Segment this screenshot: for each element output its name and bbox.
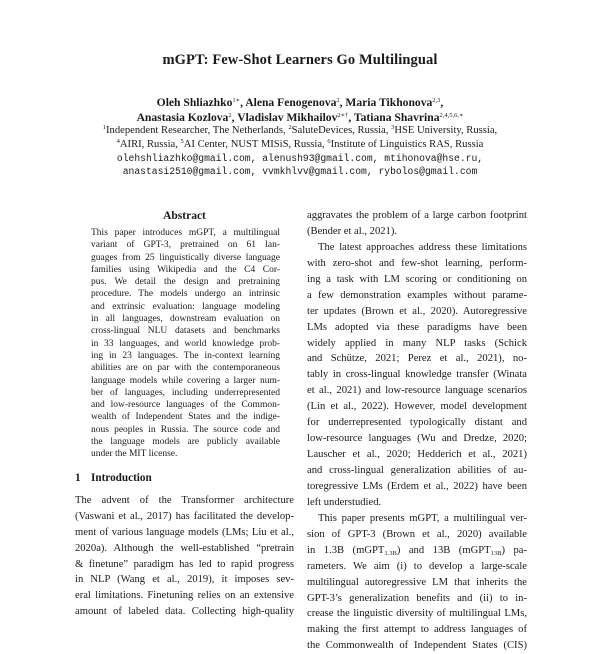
section-heading-introduction: [75, 472, 152, 484]
text-line: amount of labeled data. Collecting high-quality: [75, 606, 294, 618]
affiliation-line-2: [0, 139, 600, 150]
model-size-subscript: 13B: [490, 549, 502, 557]
text-line: (Bender et al., 2021).: [307, 225, 398, 237]
text-line: and cross-lingual generalization abilities of au-: [307, 465, 527, 476]
text-fragment: ) pa-: [501, 544, 527, 556]
affil-marker: 2: [288, 124, 292, 131]
paragraph: [307, 240, 527, 511]
text-line: left understudied.: [307, 496, 382, 508]
paper-title: mGPT: Few-Shot Learners Go Multilingual: [162, 52, 438, 68]
affiliation-line-1: [0, 125, 600, 136]
introduction-body: [75, 493, 294, 620]
text-line: guages from 25 linguistically diverse language: [91, 252, 280, 263]
text-line: multilingual autoregressive LM that inherits the: [307, 576, 527, 588]
text-line: [307, 543, 527, 559]
text-line: language models while covering a larger num-: [91, 375, 280, 386]
text-fragment: ) and 13B (mGPT: [396, 544, 491, 556]
affil-marker: 1: [102, 124, 107, 131]
author-marker: 2,3: [432, 97, 441, 104]
author-marker: 2,4,5,6,∗: [439, 112, 464, 119]
text-line: low-resource languages (Wu and Dredze, 2020;: [307, 433, 527, 445]
paragraph: [307, 208, 527, 240]
text-line: The advent of the Transformer architecture: [75, 495, 294, 506]
abstract-heading: Abstract: [163, 210, 206, 222]
email-line-1: olehshliazhko@gmail.com, alenush93@gmail.com, mtihonova@hse.ru,: [116, 153, 484, 164]
text-line: a few demonstration examples without parame-: [307, 289, 527, 301]
text-line: the Commonwealth of Independent States (CIS): [307, 640, 527, 652]
author-marker: 2∗†: [337, 112, 349, 119]
text-line: This paper introduces mGPT, a multilingual: [91, 228, 280, 238]
affil-marker: 3: [391, 124, 395, 131]
author-name: Anastasia Kozlova: [136, 111, 229, 124]
affil-text: AI Center, NUST MISiS, Russia,: [183, 139, 328, 150]
text-line: wealth of Independent States and the indige-: [91, 412, 280, 423]
text-line: toregressive LMs (Erdem et al., 2022) have been: [307, 480, 527, 492]
text-line: LMs adopted via these paradigms have been: [307, 321, 527, 333]
text-line: rameters. We aim (i) to develop a large-scale: [307, 560, 527, 572]
author-name: Oleh Shliazhko: [156, 96, 233, 109]
text-line: Lauscher et al., 2020; Hedderich et al., 2021): [307, 449, 527, 461]
text-line: making the first attempt to address languages of: [307, 624, 527, 636]
affil-marker: 4: [116, 138, 120, 145]
text-line: in all languages, downstream evaluation on: [91, 314, 280, 325]
paragraph: [307, 511, 527, 654]
text-line: nous peoples in Russia. The source code and: [91, 424, 280, 435]
email-line-2: anastasi2510@gmail.com, vvmkhlvv@gmail.com, rybolos@gmail.com: [122, 166, 478, 177]
author-name: Alena Fenogenova: [245, 96, 337, 109]
author-line-1: Oleh Shliazhko$^{1∗}$, Alena Fenogenova$^2$, Maria Tikhonova$^{2,3}$,: [156, 96, 444, 109]
text-line: pus. We detail the design and pretraining: [91, 277, 280, 288]
text-fragment: in 1.3B (mGPT: [307, 544, 385, 556]
section-number: 1: [75, 472, 81, 484]
text-line: This paper presents mGPT, a multilingual ver-: [318, 512, 527, 524]
text-line: for underrepresented typologically distant and: [307, 417, 527, 429]
text-line: variant of GPT-3, pretrained on 61 lan-: [91, 240, 280, 251]
affil-marker: 6: [327, 138, 331, 145]
text-line: tably in cross-lingual knowledge transfer (Winata: [307, 369, 527, 381]
author-marker: 1∗: [232, 97, 241, 104]
abstract-body: [91, 227, 280, 461]
text-line: families using Wikipedia and the C4 Cor-: [91, 264, 280, 275]
section-title: Introduction: [91, 472, 152, 484]
affil-text: HSE University, Russia,: [394, 125, 498, 136]
text-line: and low-resource languages of the Common-: [91, 400, 280, 411]
text-line: in NLP (Wang et al., 2019), it imposes sev-: [75, 574, 294, 586]
author-marker: 2: [228, 112, 232, 119]
text-line: with zero-shot and few-shot learning, perform-: [307, 257, 527, 269]
text-line: ing a task with LM scoring or conditioning on: [307, 273, 527, 285]
text-line: and Schütze, 2021; Perez et al., 2021), no-: [307, 353, 527, 365]
text-line: procedure. The models undergo an intrinsic: [91, 289, 280, 300]
text-line: cross-lingual NLU datasets and benchmarks: [91, 326, 280, 337]
text-line: ing in 23 languages. The in-context learning: [91, 350, 280, 361]
author-marker: 2: [336, 97, 340, 104]
author-name: Vladislav Mikhailov: [237, 111, 338, 124]
right-column-body: [307, 208, 527, 654]
text-line: ment of various language models (LMs; Liu et al.,: [75, 526, 294, 538]
model-size-subscript: 1.3B: [384, 549, 397, 557]
affil-text: SaluteDevices, Russia,: [291, 125, 392, 136]
author-name: Tatiana Shavrina: [353, 111, 440, 124]
text-line: the language models are publicly available: [91, 437, 280, 448]
affil-text: Independent Researcher, The Netherlands,: [106, 125, 289, 136]
text-line: crease the linguistic diversity of multilingual LMs,: [307, 608, 527, 620]
text-line: (Lin et al., 2022). However, model development: [307, 401, 527, 413]
text-line: ber of languages, including underrepresented: [91, 387, 280, 398]
text-line: abilities are on par with the contemporaneous: [91, 363, 280, 374]
author-name: Maria Tikhonova: [345, 96, 433, 109]
text-line: eral limitations. Finetuning relies on an extensive: [75, 590, 294, 602]
text-line: ter updates (Brown et al., 2020). Autoregressive: [307, 305, 527, 317]
text-line: in 33 languages, and world knowledge prob-: [91, 338, 280, 349]
affil-marker: 5: [180, 138, 184, 145]
affil-text: AIRI, Russia,: [119, 139, 181, 150]
text-line: under the MIT license.: [91, 449, 178, 460]
affil-text: Institute of Linguistics RAS, Russia: [330, 139, 484, 150]
text-line: The latest approaches address these limitations: [318, 241, 527, 253]
text-line: and extrinsic evaluation: language modeling: [91, 301, 280, 312]
text-line: GPT-3’s generalization benefits and (ii) to in-: [307, 592, 527, 604]
text-line: et al., 2021) and low-resource language scenarios: [307, 385, 527, 397]
author-line-2: Anastasia Kozlova$^2$, Vladislav Mikhailov$^{2∗\dagger}$, Tatiana Shavrina$^{2,4,5,6,∗}$: [136, 111, 464, 124]
text-line: 2020a). Although the well-established “pretrain: [75, 542, 294, 554]
text-line: aggravates the problem of a large carbon footprint: [307, 210, 527, 221]
text-line: & finetune” paradigm has led to rapid progress: [75, 558, 294, 570]
text-line: (Vaswani et al., 2017) has facilitated the develop-: [75, 510, 294, 522]
text-line: widely applied in many NLP tasks (Schick: [307, 337, 527, 349]
text-line: sion of GPT-3 (Brown et al., 2020) available: [307, 528, 527, 540]
